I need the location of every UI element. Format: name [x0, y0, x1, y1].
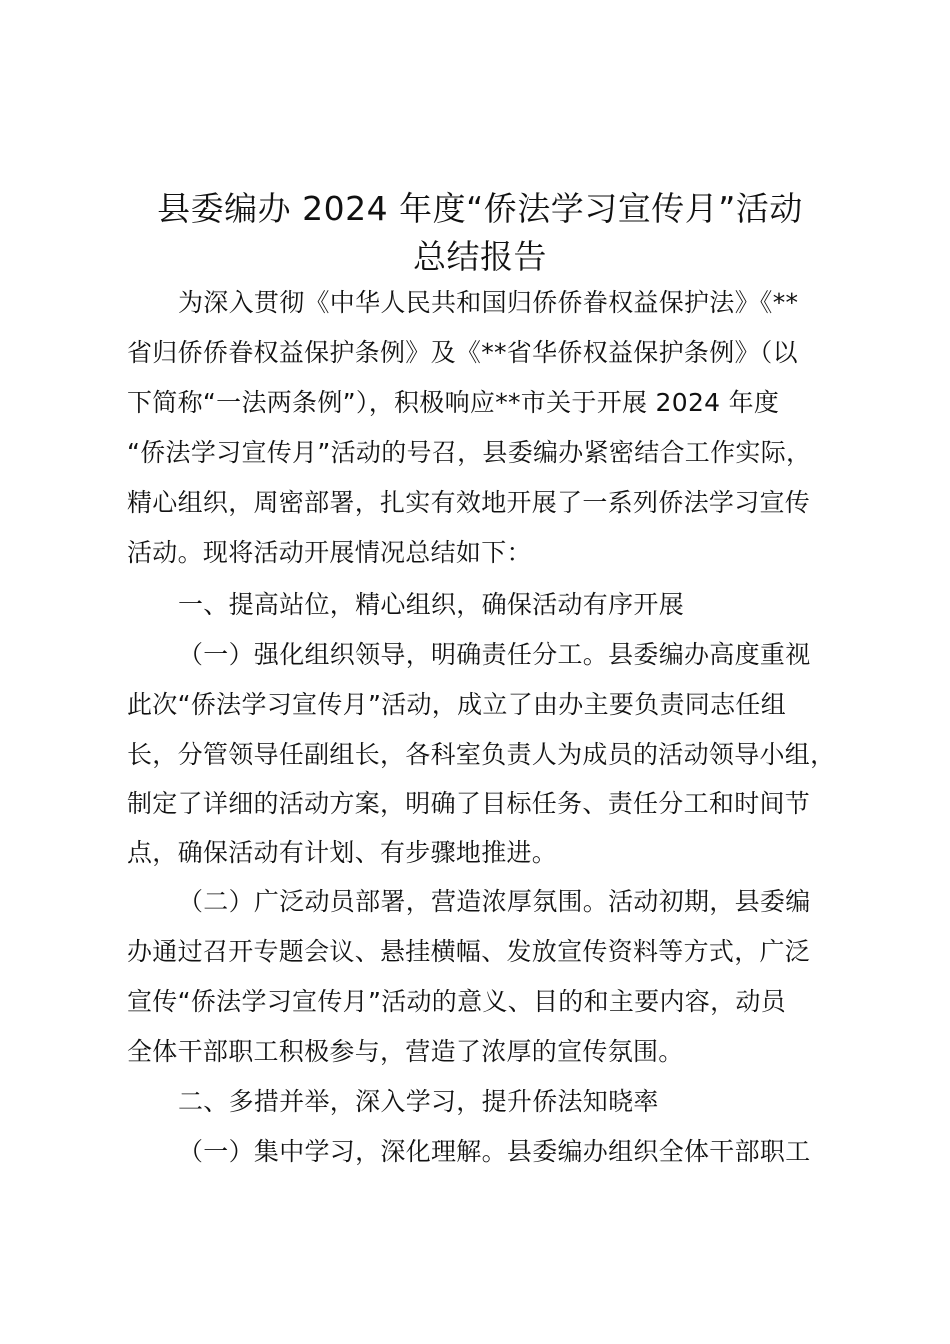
- paragraph-1-1-line-5: 点，确保活动有计划、有步骤地推进。: [127, 838, 558, 867]
- paragraph-intro-line-1: 为深入贯彻《中华人民共和国归侨侨眷权益保护法》《**: [178, 288, 799, 317]
- paragraph-1-1-line-4: 制定了详细的活动方案，明确了目标任务、责任分工和时间节: [127, 789, 811, 818]
- paragraph-1-2-line-3: 宣传“侨法学习宣传月”活动的意义、目的和主要内容，动员: [127, 987, 787, 1016]
- paragraph-2-1-line-1: （一）集中学习，深化理解。县委编办组织全体干部职工: [178, 1137, 811, 1166]
- paragraph-1-1-line-1: （一）强化组织领导，明确责任分工。县委编办高度重视: [178, 640, 811, 669]
- section-heading-1: 一、提高站位，精心组织，确保活动有序开展: [178, 590, 685, 619]
- paragraph-intro-line-2: 省归侨侨眷权益保护条例》及《**省华侨权益保护条例》（以: [127, 338, 798, 367]
- paragraph-1-2-line-2: 办通过召开专题会议、悬挂横幅、发放宣传资料等方式，广泛: [127, 937, 811, 966]
- paragraph-intro-line-3: 下简称“一法两条例”），积极响应**市关于开展 2024 年度: [127, 388, 780, 417]
- document-title-line-1: 县委编办 2024 年度“侨法学习宣传月”活动: [157, 189, 803, 228]
- paragraph-intro-line-6: 活动。现将活动开展情况总结如下：: [127, 538, 532, 567]
- paragraph-intro-line-5: 精心组织，周密部署，扎实有效地开展了一系列侨法学习宣传: [127, 488, 811, 517]
- document-title-line-2: 总结报告: [413, 237, 547, 276]
- paragraph-1-1-line-3: 长，分管领导任副组长，各科室负责人为成员的活动领导小组，: [127, 740, 836, 769]
- paragraph-1-2-line-4: 全体干部职工积极参与，营造了浓厚的宣传氛围。: [127, 1037, 684, 1066]
- paragraph-1-2-line-1: （二）广泛动员部署，营造浓厚氛围。活动初期，县委编: [178, 887, 811, 916]
- paragraph-intro-line-4: “侨法学习宣传月”活动的号召，县委编办紧密结合工作实际，: [127, 438, 812, 467]
- paragraph-1-1-line-2: 此次“侨法学习宣传月”活动，成立了由办主要负责同志任组: [127, 690, 787, 719]
- section-heading-2: 二、多措并举，深入学习，提升侨法知晓率: [178, 1087, 659, 1116]
